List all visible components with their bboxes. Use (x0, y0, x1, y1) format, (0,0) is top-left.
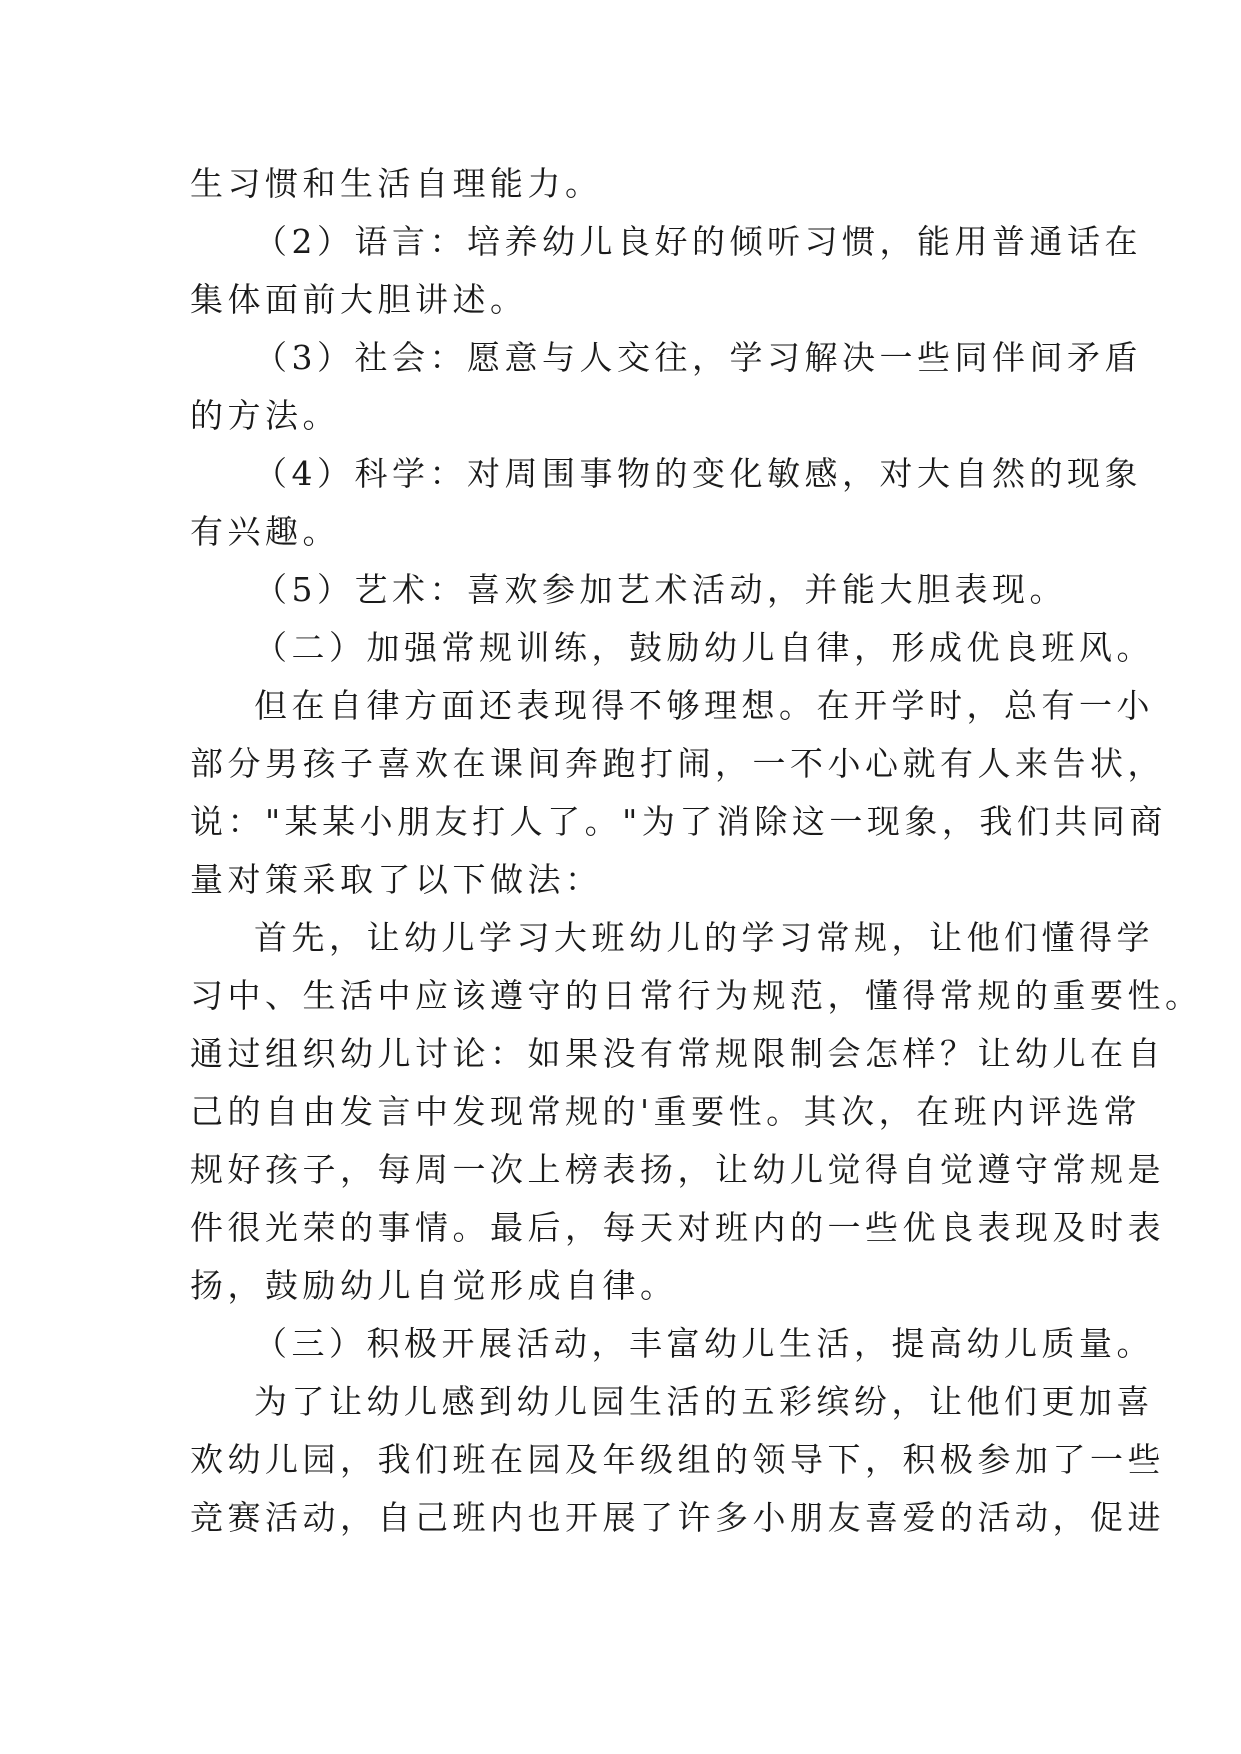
text-line: 有兴趣。 (190, 512, 340, 551)
text-line: 部分男孩子喜欢在课间奔跑打闹，一不小心就有人来告状， (190, 744, 1165, 783)
text-line: （2）语言：培养幼儿良好的倾听习惯，能用普通话在 (254, 222, 1142, 261)
text-line: 欢幼儿园，我们班在园及年级组的领导下，积极参加了一些 (190, 1440, 1165, 1479)
text-line: 为了让幼儿感到幼儿园生活的五彩缤纷，让他们更加喜 (254, 1382, 1154, 1421)
text-line: 习中、生活中应该遵守的日常行为规范，懂得常规的重要性。 (190, 976, 1203, 1015)
text-line: 首先，让幼儿学习大班幼儿的学习常规，让他们懂得学 (254, 918, 1154, 957)
text-line: 扬，鼓励幼儿自觉形成自律。 (190, 1266, 678, 1305)
text-line: 竞赛活动，自己班内也开展了许多小朋友喜爱的活动，促进 (190, 1498, 1165, 1537)
text-line: （4）科学：对周围事物的变化敏感，对大自然的现象 (254, 454, 1142, 493)
text-line: 规好孩子，每周一次上榜表扬，让幼儿觉得自觉遵守常规是 (190, 1150, 1165, 1189)
text-line: 量对策采取了以下做法： (190, 860, 603, 899)
text-line: 生习惯和生活自理能力。 (190, 164, 603, 203)
text-line: 件很光荣的事情。最后，每天对班内的一些优良表现及时表 (190, 1208, 1165, 1247)
text-line: 的方法。 (190, 396, 340, 435)
text-line: （3）社会：愿意与人交往，学习解决一些同伴间矛盾 (254, 338, 1142, 377)
text-line: 说："某某小朋友打人了。"为了消除这一现象，我们共同商 (190, 802, 1167, 841)
text-line: （5）艺术：喜欢参加艺术活动，并能大胆表现。 (254, 570, 1067, 609)
text-line: 通过组织幼儿讨论：如果没有常规限制会怎样？让幼儿在自 (190, 1034, 1165, 1073)
text-line: 集体面前大胆讲述。 (190, 280, 528, 319)
document-body (190, 155, 1203, 1547)
text-line: 但在自律方面还表现得不够理想。在开学时，总有一小 (254, 686, 1154, 725)
text-line: （二）加强常规训练，鼓励幼儿自律，形成优良班风。 (254, 628, 1154, 667)
text-line: 己的自由发言中发现常规的'重要性。其次，在班内评选常 (190, 1092, 1142, 1131)
text-line: （三）积极开展活动，丰富幼儿生活，提高幼儿质量。 (254, 1324, 1154, 1363)
